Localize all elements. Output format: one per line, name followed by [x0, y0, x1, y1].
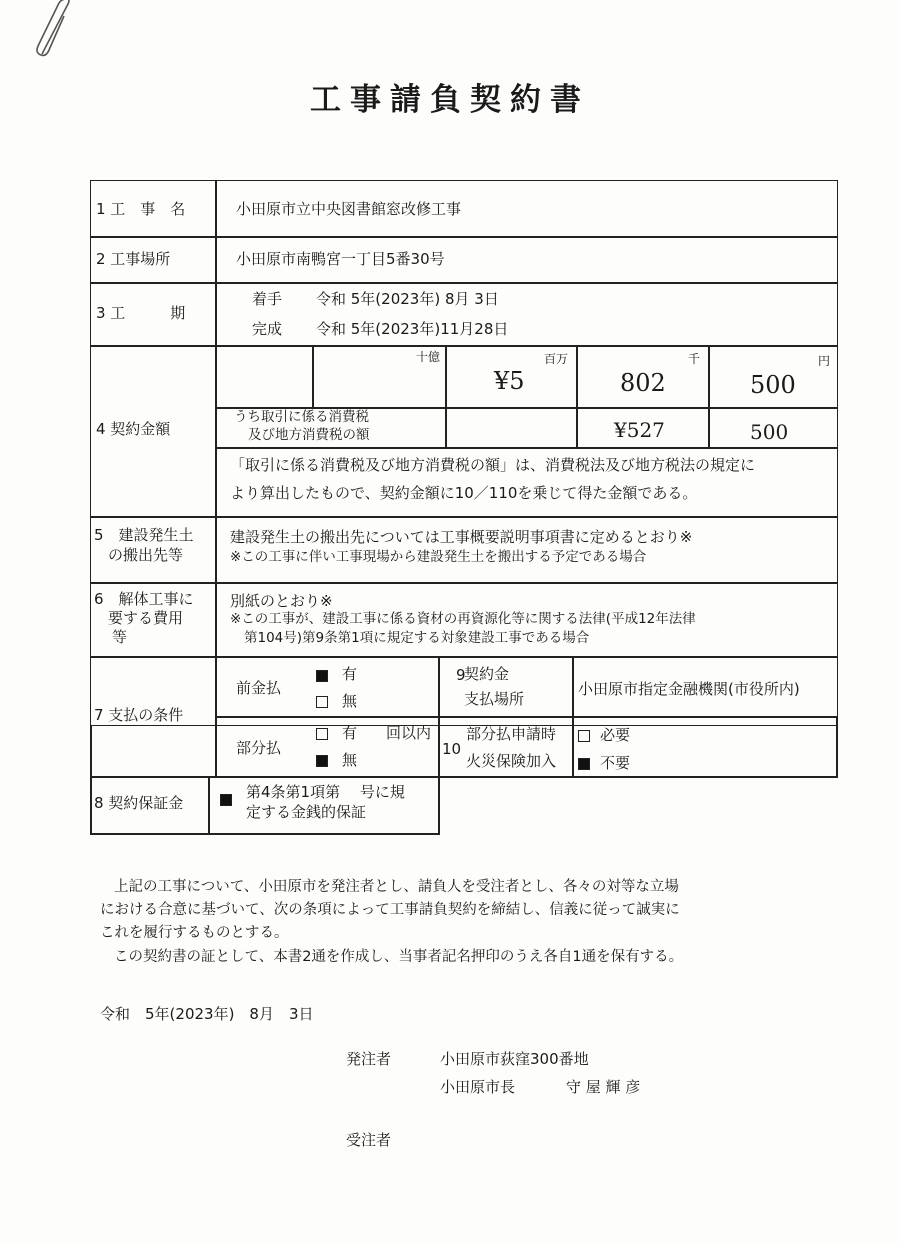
- row3-label: 3 工 期: [96, 304, 186, 322]
- contract-table: [90, 180, 838, 832]
- end-label: 完成: [252, 320, 283, 338]
- row8-label: 8 契約保証金: [94, 794, 184, 812]
- fire-need-label: 必要: [600, 726, 631, 744]
- fire-need-checkbox[interactable]: [578, 730, 590, 742]
- advance-no-label: 無: [342, 692, 358, 710]
- deposit-checkbox[interactable]: [220, 794, 232, 806]
- demolition-note-line2: 第104号)第9条第1項に規定する対象建設工事である場合: [244, 630, 590, 646]
- tax-note-line2: より算出したもので、契約金額に10／110を乗じて得た金額である。: [230, 484, 698, 502]
- advance-payment-label: 前金払: [236, 679, 282, 697]
- pay-place-label-line1: 契約金: [464, 665, 510, 683]
- orderer-label: 発注者: [346, 1050, 392, 1068]
- row1-label: 1 工 事 名: [96, 200, 186, 218]
- start-label: 着手: [252, 290, 283, 308]
- agreement-line2: における合意に基づいて、次の条項によって工事請負契約を締結し、信義に従って誠実に: [100, 902, 680, 919]
- soil-destination: 建設発生土の搬出先については工事概要説明事項書に定めるとおり※: [230, 528, 693, 546]
- document-title: 工事請負契約書: [310, 82, 590, 118]
- agreement-text: [100, 876, 720, 969]
- partial-no-checkbox[interactable]: [316, 755, 328, 767]
- contractor-label: 受注者: [346, 1131, 392, 1149]
- start-date: 令和 5年(2023年) 8月 3日: [316, 290, 499, 308]
- tax-label-line1: うち取引に係る消費税: [234, 409, 369, 425]
- partial-yes-checkbox[interactable]: [316, 728, 328, 740]
- end-date: 令和 5年(2023年)11月28日: [316, 320, 509, 338]
- tax-thousand: ¥527: [614, 418, 665, 442]
- orderer-title: 小田原市長: [440, 1078, 516, 1096]
- amount-million: ¥5: [494, 367, 525, 395]
- unit-yen: 円: [818, 354, 831, 368]
- deposit-value-line1: 第4条第1項第 号に規: [246, 783, 405, 801]
- row4-label: 4 契約金額: [96, 420, 171, 438]
- unit-billion: 十億: [416, 350, 441, 364]
- advance-yes-label: 有: [342, 665, 358, 683]
- partial-times: 回以内: [386, 724, 432, 742]
- fire-insurance-label-line1: 部分払申請時: [466, 725, 557, 743]
- row5-label-line1: 5 建設発生土: [94, 526, 194, 544]
- amount-yen: 500: [750, 371, 796, 399]
- fire-insurance-label-line2: 火災保険加入: [466, 752, 557, 770]
- orderer-address: 小田原市荻窪300番地: [440, 1050, 589, 1068]
- unit-million: 百万: [544, 352, 569, 366]
- row6-label-line3: 等: [112, 628, 128, 646]
- contract-date: 令和 5年(2023年) 8月 3日: [100, 1005, 314, 1023]
- demolition-note-line1: ※この工事が、建設工事に係る資材の再資源化等に関する法律(平成12年法律: [230, 611, 696, 627]
- agreement-line3: これを履行するものとする。: [100, 925, 289, 942]
- work-location: 小田原市南鴨宮一丁目5番30号: [236, 250, 445, 268]
- amount-thousand: 802: [620, 369, 666, 397]
- row6-label-line2: 要する費用: [108, 609, 184, 627]
- pay-place-label-line2: 支払場所: [464, 690, 525, 708]
- orderer-name: 守 屋 輝 彦: [566, 1078, 641, 1096]
- paper-clip-icon: [34, 0, 74, 58]
- pay-place-value: 小田原市指定金融機関(市役所内): [578, 680, 800, 698]
- agreement-line1: 上記の工事について、小田原市を発注者とし、請負人を受注者とし、各々の対等な立場: [114, 879, 679, 895]
- pay-place-number: 9: [456, 666, 466, 684]
- tax-label-line2: 及び地方消費税の額: [248, 427, 370, 443]
- advance-no-checkbox[interactable]: [316, 696, 328, 708]
- soil-note: ※この工事に伴い工事現場から建設発生土を搬出する予定である場合: [230, 549, 647, 565]
- partial-no-label: 無: [342, 751, 358, 769]
- partial-yes-label: 有: [342, 724, 358, 742]
- row2-label: 2 工事場所: [96, 250, 171, 268]
- agreement-line4: この契約書の証として、本書2通を作成し、当事者記名押印のうえ各自1通を保有する。: [114, 948, 684, 965]
- unit-thousand: 千: [688, 352, 701, 366]
- advance-yes-checkbox[interactable]: [316, 670, 328, 682]
- partial-payment-label: 部分払: [236, 739, 282, 757]
- demolition-cost: 別紙のとおり※: [230, 592, 333, 610]
- row6-label-line1: 6 解体工事に: [94, 590, 194, 608]
- row5-label-line2: の搬出先等: [108, 546, 184, 564]
- tax-note-line1: 「取引に係る消費税及び地方消費税の額」は、消費税法及び地方税法の規定に: [230, 456, 756, 474]
- tax-yen: 500: [750, 420, 789, 444]
- fire-insurance-number: 10: [442, 740, 462, 758]
- work-name: 小田原市立中央図書館窓改修工事: [236, 200, 462, 218]
- fire-noneed-checkbox[interactable]: [578, 758, 590, 770]
- fire-noneed-label: 不要: [600, 754, 631, 772]
- deposit-value-line2: 定する金銭的保証: [246, 803, 367, 821]
- row7-label: 7 支払の条件: [94, 706, 184, 724]
